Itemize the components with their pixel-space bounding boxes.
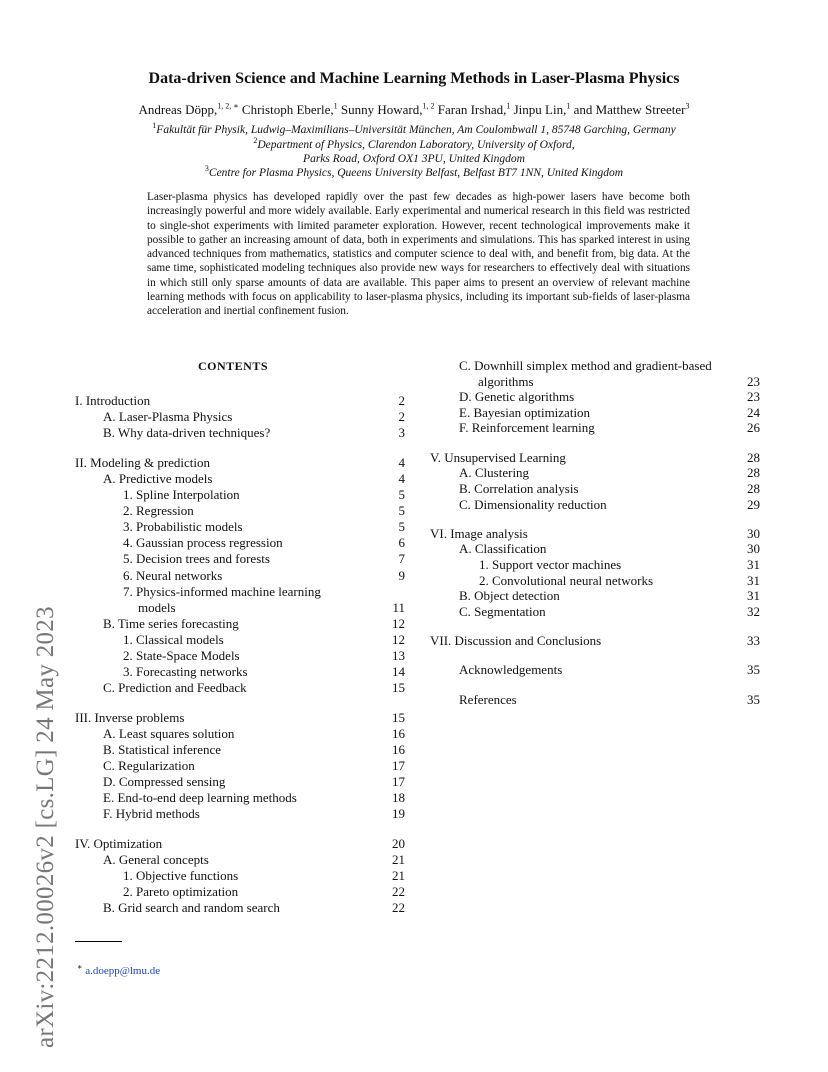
toc-page-number: 22 bbox=[392, 900, 405, 916]
affiliation-text: Fakultät für Physik, Ludwig–Maximilians–Universität München, Am Coulombwall 1, 85748 Garching, Germany bbox=[156, 124, 676, 136]
abstract: Laser-plasma physics has developed rapidly over the past few decades as high-power lasers have become both increasingly powerful and more widely available. Early experimental and numerical research in this field was restricted to single-shot experiments with limited parameter exploration. However, recent technological improvements make it possible to gather an increasing amount of data, both in experiments and simulations. This has sparked interest in using advanced techniques from mathematics, statistics and computer science to deal with, and benefit from, big data. At the same time, sophisticated modeling techniques also provide new ways for researchers to effectively deal with situations in which still only sparse amounts of data are available. This paper aims to present an overview of relevant machine learning methods with focus on applicability to laser-plasma physics, including its important sub-fields of laser-plasma acceleration and inertial confinement fusion. bbox=[147, 191, 690, 318]
toc-page-number: 23 bbox=[747, 373, 760, 389]
toc-entry-title: 4. Gaussian process regression bbox=[123, 535, 283, 551]
toc-entry-title: A. Predictive models bbox=[103, 470, 213, 486]
toc-entry-title: B. Statistical inference bbox=[103, 742, 222, 757]
toc-entry-title: IV. Optimization bbox=[75, 836, 163, 851]
author-name: Faran Irshad, bbox=[434, 102, 507, 117]
toc-entry-title: 3. Forecasting networks bbox=[123, 664, 248, 680]
author-name: and Matthew Streeter bbox=[570, 102, 686, 117]
toc-entry-title: D. Compressed sensing bbox=[103, 774, 226, 790]
affiliation-text: Parks Road, Oxford OX1 3PU, United Kingdom bbox=[303, 153, 525, 165]
toc-entry-title: algorithms bbox=[478, 373, 534, 389]
toc-page-number: 13 bbox=[392, 648, 405, 663]
toc-page-number: 30 bbox=[747, 525, 760, 541]
author-name: Christoph Eberle, bbox=[238, 102, 334, 117]
toc-entry-title: C. Downhill simplex method and gradient-based bbox=[459, 358, 712, 373]
toc-entry-title: A. Clustering bbox=[459, 465, 530, 481]
toc-page-number: 31 bbox=[747, 557, 760, 572]
toc-page-number: 20 bbox=[392, 836, 405, 851]
affiliation-line bbox=[0, 136, 828, 151]
toc-entry-title: A. Least squares solution bbox=[103, 725, 235, 741]
toc-entry-title: 6. Neural networks bbox=[123, 567, 223, 583]
toc-page-number: 21 bbox=[392, 852, 405, 868]
toc-page-number: 2 bbox=[398, 393, 405, 408]
affiliation-line bbox=[0, 164, 828, 179]
toc-entry-title: models bbox=[138, 599, 176, 615]
toc-entry-title: References bbox=[459, 691, 517, 707]
toc-entry-title: F. Reinforcement learning bbox=[459, 420, 595, 436]
affiliation-number: 2 bbox=[253, 136, 258, 146]
toc-page-number: 4 bbox=[398, 454, 405, 470]
toc-page-number: 28 bbox=[747, 449, 760, 465]
author-affiliation-mark: 1 bbox=[566, 101, 571, 111]
footnote bbox=[77, 962, 161, 977]
toc-entry-title: A. General concepts bbox=[103, 852, 209, 868]
toc-entry-title: 2. Regression bbox=[123, 503, 194, 519]
contents-heading: CONTENTS bbox=[198, 359, 269, 373]
toc-page-number: 15 bbox=[392, 680, 405, 696]
toc-entry-title: B. Grid search and random search bbox=[103, 900, 280, 916]
toc-page-number: 28 bbox=[747, 465, 760, 481]
affiliation-line bbox=[0, 121, 828, 136]
toc-page-number: 26 bbox=[747, 420, 760, 436]
toc-page-number: 17 bbox=[392, 774, 405, 790]
toc-page-number: 30 bbox=[747, 541, 760, 557]
author-name: Jinpu Lin, bbox=[510, 102, 567, 117]
toc-entry-title: 3. Probabilistic models bbox=[123, 519, 243, 535]
toc-page-number: 5 bbox=[398, 503, 405, 519]
toc-page-number: 35 bbox=[747, 691, 760, 707]
toc-entry-title: E. Bayesian optimization bbox=[459, 404, 591, 420]
toc-page-number: 17 bbox=[392, 758, 405, 774]
author-affiliation-mark: 1 bbox=[333, 101, 338, 111]
arxiv-identifier[interactable]: arXiv:2212.00026v2 [cs.LG] 24 May 2023 bbox=[32, 606, 59, 1048]
author-name: Andreas Döpp, bbox=[138, 102, 218, 117]
toc-page-number: 21 bbox=[392, 868, 405, 884]
toc-page-number: 22 bbox=[392, 884, 405, 900]
toc-page-number: 19 bbox=[392, 806, 405, 822]
toc-page-number: 32 bbox=[747, 603, 760, 619]
toc-page-number: 24 bbox=[747, 404, 760, 420]
author-name: Sunny Howard, bbox=[337, 102, 423, 117]
affiliation-number: 3 bbox=[204, 164, 209, 174]
toc-page-number: 33 bbox=[747, 633, 760, 649]
toc-entry-title: 1. Objective functions bbox=[123, 868, 239, 884]
toc-page-number: 5 bbox=[398, 487, 405, 502]
toc-page-number: 11 bbox=[392, 599, 405, 615]
toc-entry-title: I. Introduction bbox=[75, 393, 151, 408]
toc-entry-title: V. Unsupervised Learning bbox=[430, 449, 566, 465]
toc-entry-title: B. Why data-driven techniques? bbox=[103, 425, 271, 441]
author-affiliation-mark: 3 bbox=[685, 101, 690, 111]
toc-entry-title: D. Genetic algorithms bbox=[459, 389, 575, 405]
toc-entry-title: B. Object detection bbox=[459, 588, 560, 604]
toc-page-number: 31 bbox=[747, 588, 760, 604]
footnote-mark: ∗ bbox=[77, 962, 83, 972]
toc-page-number: 28 bbox=[747, 480, 760, 496]
toc-entry-title: II. Modeling & prediction bbox=[75, 454, 211, 470]
footnote-rule bbox=[75, 941, 122, 942]
toc-entry-title: 1. Classical models bbox=[123, 631, 224, 647]
toc-entry-title: III. Inverse problems bbox=[75, 709, 185, 725]
toc-entry-title: F. Hybrid methods bbox=[103, 806, 200, 822]
toc-page-number: 6 bbox=[398, 535, 405, 551]
toc-page-number: 14 bbox=[392, 664, 405, 680]
toc-entry-title: 2. Convolutional neural networks bbox=[479, 572, 654, 588]
toc-page-number: 7 bbox=[398, 551, 405, 567]
toc-page-number: 4 bbox=[398, 470, 405, 486]
toc-entry-title: 5. Decision trees and forests bbox=[123, 551, 270, 567]
toc-page-number: 16 bbox=[392, 725, 405, 741]
email-link[interactable]: a.doepp@lmu.de bbox=[85, 965, 161, 977]
author-affiliation-mark: 1, 2, ∗ bbox=[217, 101, 239, 111]
toc-page-number: 12 bbox=[392, 631, 405, 647]
toc-entry-title: B. Correlation analysis bbox=[459, 480, 579, 496]
toc-entry-title: 2. Pareto optimization bbox=[123, 884, 239, 900]
toc-entry-title: A. Laser-Plasma Physics bbox=[103, 409, 233, 425]
toc-entry-title: C. Segmentation bbox=[459, 603, 546, 619]
toc-entry-title: C. Regularization bbox=[103, 758, 195, 774]
toc-entry-title: A. Classification bbox=[459, 541, 547, 557]
toc-entry-title: E. End-to-end deep learning methods bbox=[103, 790, 297, 806]
toc-entry-title: VI. Image analysis bbox=[430, 525, 528, 541]
toc-entry-title: VII. Discussion and Conclusions bbox=[430, 633, 602, 649]
toc-page-number: 15 bbox=[392, 709, 405, 725]
toc-page-number: 3 bbox=[398, 425, 405, 441]
toc-page-number: 31 bbox=[747, 572, 760, 588]
toc-entry-title: C. Dimensionality reduction bbox=[459, 496, 607, 512]
author-affiliation-mark: 1 bbox=[506, 101, 511, 111]
author-list bbox=[0, 102, 828, 118]
toc-page-number: 29 bbox=[747, 496, 760, 512]
toc-page-number: 12 bbox=[392, 615, 405, 631]
affiliation-line bbox=[0, 153, 828, 165]
toc-entry-title: Acknowledgements bbox=[459, 662, 563, 678]
toc-entry-title: B. Time series forecasting bbox=[103, 615, 239, 631]
toc-page-number: 2 bbox=[398, 409, 405, 425]
toc-page-number: 23 bbox=[747, 389, 760, 405]
toc-page-number: 35 bbox=[747, 662, 760, 678]
affiliation-text: Centre for Plasma Physics, Queens University Belfast, Belfast BT7 1NN, United Kingdom bbox=[208, 167, 624, 179]
affiliation-text: Department of Physics, Clarendon Laboratory, University of Oxford, bbox=[257, 139, 575, 151]
affiliation-number: 1 bbox=[152, 121, 157, 131]
toc-page-number: 16 bbox=[392, 742, 405, 757]
paper-title: Data-driven Science and Machine Learning Methods in Laser-Plasma Physics bbox=[148, 70, 680, 87]
toc-page-number: 5 bbox=[398, 519, 405, 535]
toc-entry-title: 2. State-Space Models bbox=[123, 648, 240, 663]
toc-page-number: 9 bbox=[398, 567, 405, 583]
toc-entry-title: 1. Spline Interpolation bbox=[123, 487, 240, 502]
author-affiliation-mark: 1, 2 bbox=[422, 101, 435, 111]
toc-entry-title: 1. Support vector machines bbox=[479, 557, 622, 572]
toc-page-number: 18 bbox=[392, 790, 405, 806]
toc-entry-title: 7. Physics-informed machine learning bbox=[123, 583, 321, 599]
toc-entry-title: C. Prediction and Feedback bbox=[103, 680, 247, 696]
